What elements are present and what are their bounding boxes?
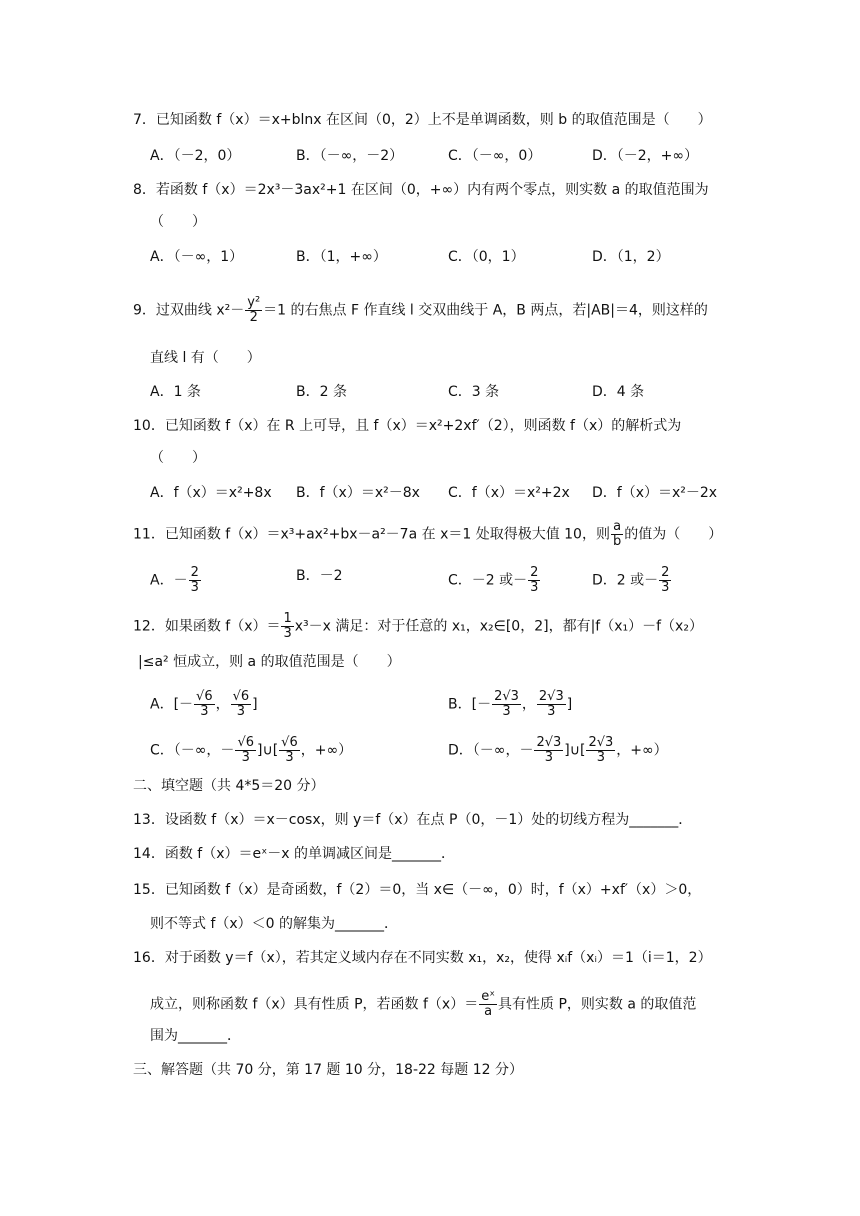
q12-d-den1: 3 (544, 750, 553, 765)
q12-a-num1: √6 (196, 689, 213, 704)
q12-a-den2: 3 (236, 704, 246, 719)
q16-frac-den: a (484, 1004, 493, 1019)
q8-option-d: D．（1，2） (592, 249, 670, 265)
q12-c-den1: 3 (241, 750, 250, 765)
q12-frac-num: 1 (283, 611, 292, 626)
q11-a-den: 3 (190, 580, 199, 595)
q11-stem-b: 的值为（ ） (624, 526, 723, 543)
question-7-stem: 7．已知函数 f（x）＝x+blnx 在区间（0，2）上不是单调函数，则 b 的取值范围是（ ） (133, 112, 712, 128)
q12-d-num2: 2√3 (588, 735, 614, 750)
q7-option-a: A．（－2，0） (150, 148, 241, 164)
q11-frac-den: b (612, 534, 622, 549)
q16-frac-num: eˣ (481, 989, 496, 1004)
q11-stem-a: 11．已知函数 f（x）＝x³+ax²+bx－a²－7a 在 x＝1 处取得极大值 10，则 (133, 526, 610, 543)
q11-d-fraction (659, 566, 671, 595)
q11-option-d (592, 566, 672, 595)
q12-c-end: ，+∞） (300, 742, 353, 759)
q11-d-den: 3 (661, 580, 670, 595)
q12-stem-line2: |≤a² 恒成立，则 a 的取值范围是（ ） (138, 654, 401, 670)
q12-d-end: ，+∞） (616, 742, 668, 759)
q9-stem-a: 9．过双曲线 x²－ (133, 302, 245, 319)
q11-d-text: D．2 或－ (592, 572, 659, 589)
q11-a-text: A．－ (150, 572, 188, 589)
q11-frac-num: a (611, 520, 623, 535)
q12-b-end: ] (566, 696, 573, 713)
q7-option-c: C．（－∞，0） (448, 148, 542, 164)
q11-a-num: 2 (190, 565, 199, 580)
q12-c-label: C．（－∞，－ (150, 742, 235, 759)
q11-a-fraction (189, 566, 201, 595)
q12-a-mid: ， (215, 696, 230, 713)
q12-stem-b: x³－x 满足：对于任意的 x₁，x₂∈[0，2]，都有|f（x₁）－f（x₂） (294, 618, 703, 635)
q7-option-d: D．（－2，+∞） (592, 148, 699, 164)
q9-option-c: C．3 条 (448, 384, 500, 400)
question-10-stem: 10．已知函数 f（x）在 R 上可导，且 f（x）＝x²+2xf′（2），则函数 f（x）的解析式为 (133, 418, 682, 434)
q11-option-c (448, 566, 541, 595)
q12-a-den1: 3 (200, 704, 209, 719)
q12-b-label: B．[－ (448, 696, 492, 713)
q12-a-end: ] (252, 696, 258, 713)
q12-d-label: D．（－∞，－ (448, 742, 534, 759)
q12-option-a (150, 690, 258, 719)
q8-option-c: C．（0，1） (448, 249, 525, 265)
q12-b-num1: 2√3 (494, 689, 519, 704)
q12-d-den2: 3 (596, 750, 605, 765)
q16-line2-a: 成立，则称函数 f（x）具有性质 P，若函数 f（x）＝ (150, 996, 479, 1013)
question-13: 13．设函数 f（x）＝x－cosx，则 y＝f（x）在点 P（0，－1）处的切线方程为_______． (133, 812, 693, 828)
q9-option-d: D．4 条 (592, 384, 645, 400)
q7-option-b: B．（－∞，－2） (296, 148, 404, 164)
q12-a-label: A．[－ (150, 696, 194, 713)
q10-option-d: D．f（x）＝x²－2x (592, 485, 718, 501)
q9-frac-num: y² (247, 295, 261, 310)
q12-b-den1: 3 (502, 704, 511, 719)
q12-d-frac1 (534, 736, 563, 765)
question-8-stem: 8．若函数 f（x）＝2x³－3ax²+1 在区间（0，+∞）内有两个零点，则实数 a 的取值范围为 (133, 182, 709, 198)
question-16-line2 (150, 990, 696, 1019)
q12-b-mid: ， (521, 696, 536, 713)
q12-c-frac1 (235, 736, 256, 765)
q10-option-a: A．f（x）＝x²+8x (150, 485, 272, 501)
q11-option-b: B．－2 (296, 568, 343, 584)
question-15-line1: 15．已知函数 f（x）是奇函数，f（2）＝0，当 x∈（－∞，0）时，f（x）+xf′（x）＞0， (133, 882, 702, 898)
q12-c-den2: 3 (285, 750, 294, 765)
section-2-heading: 二、填空题（共 4*5＝20 分） (133, 778, 325, 794)
q8-paren: （ ） (150, 214, 206, 230)
question-15-line2: 则不等式 f（x）＜0 的解集为_______． (150, 916, 399, 932)
q12-frac-den: 3 (283, 626, 292, 641)
q10-option-b: B．f（x）＝x²－8x (296, 485, 420, 501)
q12-fraction (281, 612, 293, 641)
section-3-heading: 三、解答题（共 70 分，第 17 题 10 分，18-22 每题 12 分） (133, 1062, 523, 1078)
q12-stem-a: 12．如果函数 f（x）＝ (133, 618, 281, 635)
q12-c-mid: ]∪[ (257, 742, 279, 759)
q12-b-den2: 3 (547, 704, 556, 719)
q12-option-b (448, 690, 572, 719)
q12-b-frac2 (537, 690, 566, 719)
q9-option-b: B．2 条 (296, 384, 347, 400)
q9-fraction (245, 296, 262, 325)
q12-c-frac2 (279, 736, 300, 765)
q9-option-a: A．1 条 (150, 384, 201, 400)
q12-b-num2: 2√3 (538, 689, 564, 704)
q12-c-num2: √6 (281, 735, 298, 750)
question-14: 14．函数 f（x）＝eˣ－x 的单调减区间是_______． (133, 846, 456, 862)
q12-d-num1: 2√3 (536, 735, 562, 750)
q11-fraction (611, 520, 623, 549)
q16-line2-b: 具有性质 P，则实数 a 的取值范 (498, 996, 697, 1013)
q11-d-num: 2 (661, 565, 670, 580)
q8-option-a: A．（－∞，1） (150, 249, 244, 265)
q12-option-c (150, 736, 352, 765)
q12-b-frac1 (492, 690, 521, 719)
q9-stem-line2: 直线 l 有（ ） (150, 350, 261, 366)
question-9-stem (133, 296, 708, 325)
question-12-stem (133, 612, 703, 641)
q10-option-c: C．f（x）＝x²+2x (448, 485, 570, 501)
q11-c-num: 2 (530, 565, 539, 580)
q8-option-b: B．（1，+∞） (296, 249, 387, 265)
q11-c-fraction (528, 566, 540, 595)
question-11-stem (133, 520, 722, 549)
q12-a-frac2 (231, 690, 252, 719)
q11-c-text: C．－2 或－ (448, 572, 528, 589)
q10-paren: （ ） (150, 450, 206, 466)
q9-stem-b: ＝1 的右焦点 F 作直线 l 交双曲线于 A，B 两点，若|AB|＝4，则这样的 (263, 302, 708, 319)
q11-option-a (150, 566, 202, 595)
q12-d-frac2 (586, 736, 615, 765)
q11-c-den: 3 (530, 580, 539, 595)
q12-d-mid: ]∪[ (564, 742, 586, 759)
question-16-line1: 16．对于函数 y＝f（x），若其定义域内存在不同实数 x₁，x₂，使得 xᵢf（xᵢ）＝1（i＝1，2） (133, 950, 712, 966)
q12-a-frac1 (194, 690, 215, 719)
question-16-line3: 围为_______． (150, 1028, 241, 1044)
q12-option-d (448, 736, 668, 765)
q12-a-num2: √6 (232, 689, 250, 704)
q12-c-num1: √6 (237, 735, 254, 750)
q16-fraction (479, 990, 497, 1019)
q9-frac-den: 2 (249, 310, 258, 325)
